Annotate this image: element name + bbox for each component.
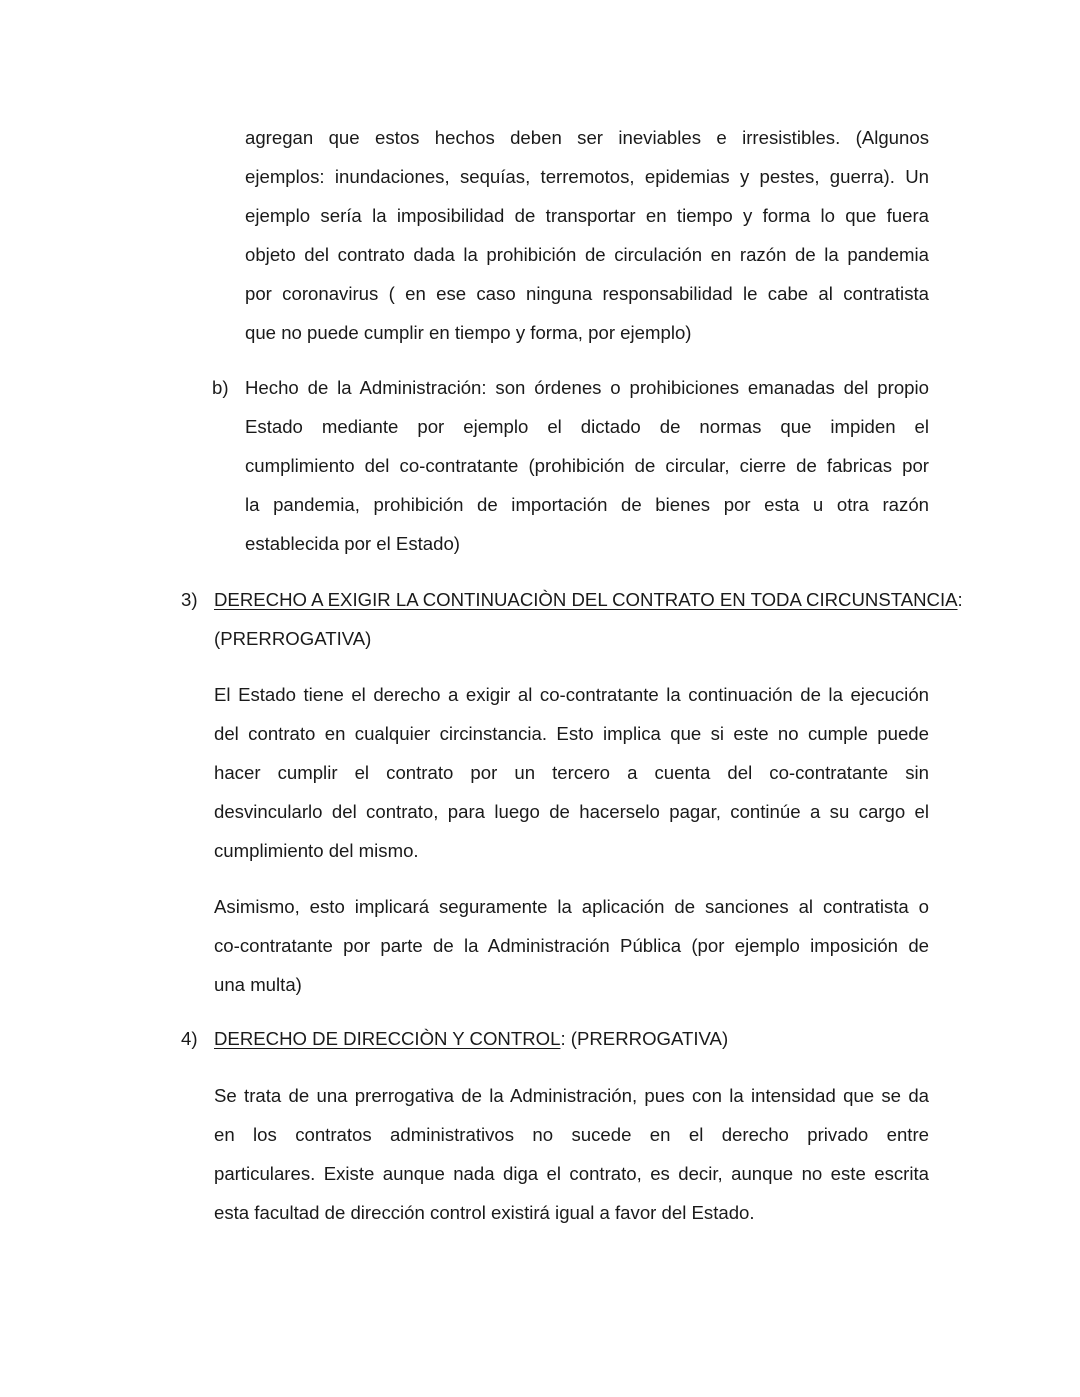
item-b-paragraph (245, 368, 929, 563)
section-4-heading-tag: : (PRERROGATIVA) (560, 1028, 729, 1049)
text-line: esta facultad de dirección control existirá igual a favor del Estado. (214, 1202, 755, 1223)
section-4-number: 4) (181, 1028, 198, 1049)
text-line: establecida por el Estado) (245, 533, 460, 554)
text-line: que no puede cumplir en tiempo y forma, por ejemplo) (245, 322, 692, 343)
section-3-paragraph-2 (214, 887, 929, 1004)
section-3-paragraph-1 (214, 675, 929, 870)
text-line: hacer cumplir el contrato por un tercero a cuenta del co-contratante sin (214, 762, 929, 783)
section-3-heading-colon: : (957, 589, 963, 610)
section-3-heading (214, 580, 963, 619)
section-4-heading-title: DERECHO DE DIRECCIÒN Y CONTROL (214, 1028, 561, 1049)
text-line: cumplimiento del co-contratante (prohibición de circular, cierre de fabricas por (245, 455, 929, 476)
text-line: desvincularlo del contrato, para luego de hacerselo pagar, continúe a su cargo el (214, 801, 929, 822)
text-line: la pandemia, prohibición de importación de bienes por esta u otra razón (245, 494, 929, 515)
text-line: objeto del contrato dada la prohibición de circulación en razón de la pandemia (245, 244, 929, 265)
list-marker-b: b) (212, 377, 229, 398)
text-line: cumplimiento del mismo. (214, 840, 419, 861)
section-3-number: 3) (181, 589, 198, 610)
text-line: El Estado tiene el derecho a exigir al co-contratante la continuación de la ejecución (214, 684, 929, 705)
section-3-heading-title: DERECHO A EXIGIR LA CONTINUACIÒN DEL CONTRATO EN TODA CIRCUNSTANCIA (214, 589, 958, 610)
text-line: una multa) (214, 974, 302, 995)
text-line: del contrato en cualquier circinstancia. Esto implica que si este no cumple puede (214, 723, 929, 744)
text-line: Hecho de la Administración: son órdenes o prohibiciones emanadas del propio (245, 377, 929, 398)
text-line: ejemplos: inundaciones, sequías, terremotos, epidemias y pestes, guerra). Un (245, 166, 929, 187)
text-line: Se trata de una prerrogativa de la Administración, pues con la intensidad que se da (214, 1085, 929, 1106)
text-line: en los contratos administrativos no sucede en el derecho privado entre (214, 1124, 929, 1145)
text-line: agregan que estos hechos deben ser ineviables e irresistibles. (Algunos (245, 127, 929, 148)
text-line: particulares. Existe aunque nada diga el contrato, es decir, aunque no este escrita (214, 1163, 929, 1184)
text-line: Estado mediante por ejemplo el dictado de normas que impiden el (245, 416, 929, 437)
text-line: co-contratante por parte de la Administración Pública (por ejemplo imposición de (214, 935, 929, 956)
section-4-heading (214, 1019, 929, 1058)
section-4-paragraph-1 (214, 1076, 929, 1232)
text-line: Asimismo, esto implicará seguramente la aplicación de sanciones al contratista o (214, 896, 929, 917)
continuation-paragraph (245, 118, 929, 352)
section-3-heading-tag: (PRERROGATIVA) (214, 628, 372, 649)
text-line: por coronavirus ( en ese caso ninguna responsabilidad le cabe al contratista (245, 283, 929, 304)
text-line: ejemplo sería la imposibilidad de transportar en tiempo y forma lo que fuera (245, 205, 929, 226)
